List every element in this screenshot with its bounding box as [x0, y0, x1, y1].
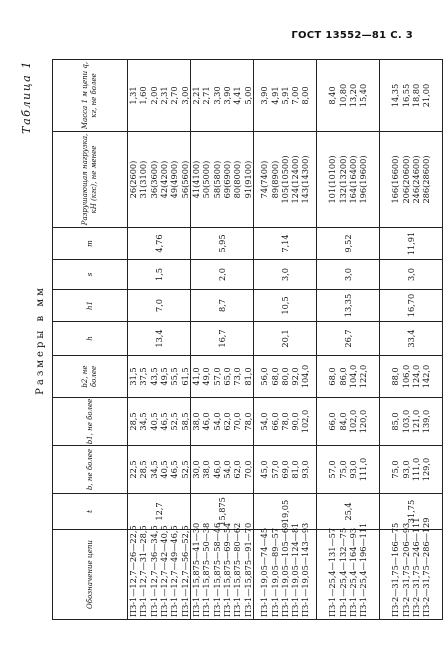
cell-line: 106,0	[400, 364, 411, 389]
cell-line: 57,0	[269, 460, 280, 479]
cell-mass	[191, 60, 254, 132]
cell-line: ПЗ-1—12,7—36—34,5	[148, 525, 159, 617]
cell-line: ПЗ-2—31,75—246—111	[411, 517, 421, 617]
cell-line: ПЗ-1—12,7—49—46,5	[169, 525, 180, 617]
cell-line: 78,0	[242, 412, 253, 431]
cell-b2	[380, 356, 443, 398]
cell-line: 74(7400)	[259, 160, 270, 199]
cell-line: 75,0	[390, 460, 401, 479]
cell-line: 81,0	[290, 460, 301, 479]
cell-line: 4,91	[269, 86, 280, 105]
cell-line: 66,0	[327, 412, 338, 431]
cell-line: 52,5	[169, 412, 180, 431]
cell-designation	[254, 522, 317, 620]
cell-line: 68,0	[269, 367, 280, 386]
cell-line: 5,00	[242, 86, 253, 105]
cell-m: 11,91	[380, 228, 443, 260]
cell-b1	[254, 398, 317, 446]
cell-line: ПЗ-1—19,05—143—93	[300, 522, 311, 617]
table-row	[128, 60, 191, 620]
cell-breaking-load	[317, 132, 380, 228]
col-header-h1: h1	[53, 290, 128, 322]
cell-line: 89(8900)	[269, 160, 280, 199]
cell-line: 13,20	[348, 83, 358, 108]
cell-line: 68,0	[327, 367, 338, 386]
cell-line: 38,0	[201, 460, 212, 479]
cell-h: 13,4	[128, 322, 191, 356]
cell-line: 15,40	[358, 83, 369, 108]
cell-line: ПЗ-1—12,7—26—22,5	[128, 525, 139, 617]
cell-line: 1,60	[138, 86, 149, 105]
cell-line: ПЗ-1—19,05—124—81	[290, 522, 301, 617]
cell-line: 104,0	[348, 364, 358, 389]
cell-line: ПЗ-1—25,4—196—111	[358, 522, 369, 617]
cell-line: 49(4900)	[169, 160, 180, 199]
cell-line: ПЗ-1—25,4—132—75	[337, 527, 348, 617]
cell-line: 49,0	[201, 367, 212, 386]
cell-line: 81,0	[242, 367, 253, 386]
cell-line: ПЗ-1—15,875—50—38	[201, 522, 212, 617]
cell-line: 196(19600)	[358, 155, 369, 204]
col-header-t: t	[53, 494, 128, 530]
cell-line: 46,5	[169, 460, 180, 479]
cell-t: 12,7	[128, 494, 191, 530]
cell-line: 80(8000)	[232, 160, 243, 199]
cell-s: 1,5	[128, 260, 191, 290]
cell-s: 3,0	[254, 260, 317, 290]
cell-line: 31(3100)	[138, 160, 149, 199]
cell-line: 41(4100)	[191, 160, 202, 199]
cell-line: 86,0	[337, 367, 348, 386]
cell-line: 40,5	[148, 412, 159, 431]
cell-line: ПЗ-1—12,7—42—40,5	[159, 525, 169, 617]
cell-line: 57,0	[211, 367, 222, 386]
cell-line: ПЗ-1—15,875—69—54	[222, 522, 232, 617]
cell-line: 52,5	[179, 460, 190, 479]
cell-t: 15,875	[191, 494, 254, 530]
cell-line: 121,0	[411, 409, 421, 434]
col-header-h: h	[53, 322, 128, 356]
cell-line: 8,40	[327, 86, 338, 105]
cell-line: 2,21	[191, 86, 202, 105]
cell-line: 91(9100)	[242, 160, 253, 199]
cell-line: ПЗ-1—19,05—89—57	[269, 527, 280, 617]
col-header-m: m	[53, 228, 128, 260]
cell-m: 4,76	[128, 228, 191, 260]
cell-b2	[254, 356, 317, 398]
cell-t: 25,4	[317, 494, 380, 530]
cell-line: 129,0	[421, 457, 432, 482]
cell-designation	[128, 525, 191, 620]
cell-line: 34,5	[138, 412, 149, 431]
table-label: Таблица 1	[20, 60, 33, 134]
cell-mass	[380, 60, 443, 132]
cell-line: 1,31	[128, 86, 139, 105]
cell-line: 93,0	[348, 460, 358, 479]
cell-h: 20,1	[254, 322, 317, 356]
table-row	[380, 60, 443, 620]
cell-line: 7,00	[290, 86, 301, 105]
cell-line: 142,0	[421, 364, 432, 389]
table-row	[191, 60, 254, 620]
cell-line: 124(12400)	[290, 155, 301, 204]
cell-line: ПЗ-2—31,75—286—129	[421, 517, 432, 617]
cell-line: 40,5	[159, 460, 169, 479]
cell-line: 286(28600)	[421, 155, 432, 204]
rotated-table-area	[20, 60, 432, 620]
cell-b2	[317, 356, 380, 398]
cell-line: 54,0	[211, 412, 222, 431]
cell-line: 2,70	[169, 86, 180, 105]
cell-t: 31,75	[380, 494, 443, 530]
cell-line: ПЗ-1—25,4—164—93	[348, 527, 358, 617]
cell-line: 246(24600)	[411, 155, 421, 204]
cell-h: 16,7	[191, 322, 254, 356]
cell-line: 102,0	[348, 409, 358, 434]
cell-line: 104,0	[300, 364, 311, 389]
cell-line: 166(16600)	[390, 155, 401, 204]
cell-h1: 10,5	[254, 290, 317, 322]
cell-line: ПЗ-2—31,75—206—93	[400, 522, 411, 617]
cell-line: 73,0	[232, 367, 243, 386]
cell-line: 88,0	[390, 367, 401, 386]
cell-line: 8,00	[300, 86, 311, 105]
cell-line: 41,0	[191, 367, 202, 386]
cell-m: 7,14	[254, 228, 317, 260]
cell-line: 93,0	[400, 460, 411, 479]
cell-line: 3,30	[211, 86, 222, 105]
cell-line: 45,0	[259, 460, 270, 479]
cell-line: 111,0	[411, 457, 421, 482]
cell-line: ПЗ-1—12,7—56—52,5	[179, 525, 190, 617]
cell-line: 111,0	[358, 457, 369, 482]
cell-line: 2,71	[201, 86, 212, 105]
cell-line: 57,0	[327, 460, 338, 479]
col-header-mass: Масса 1 м цепи q, кг, не более	[53, 60, 128, 132]
header-row	[53, 60, 128, 620]
table-row	[254, 60, 317, 620]
cell-line: 2,00	[148, 86, 159, 105]
cell-line: 4,41	[232, 86, 243, 105]
cell-line: 62,0	[232, 460, 243, 479]
cell-line: 26(2600)	[128, 160, 139, 199]
cell-line: 58(5800)	[211, 160, 222, 199]
cell-line: 14,35	[390, 83, 401, 108]
cell-line: 49,5	[159, 367, 169, 386]
cell-line: ПЗ-1—15,875—41—30	[191, 522, 202, 617]
cell-line: ПЗ-1—12,7—31—28,5	[138, 525, 149, 617]
cell-line: 69,0	[279, 460, 290, 479]
cell-line: 62,0	[222, 412, 232, 431]
cell-line: 43,5	[148, 367, 159, 386]
cell-b2	[191, 356, 254, 398]
cell-line: 54,0	[222, 460, 232, 479]
cell-line: 30,0	[191, 460, 202, 479]
cell-line: ПЗ-1—15,875—91—70	[242, 522, 253, 617]
cell-line: 34,5	[148, 460, 159, 479]
cell-h1: 16,70	[380, 290, 443, 322]
cell-designation	[191, 522, 254, 620]
cell-t: 19,05	[254, 494, 317, 530]
cell-line: 92,0	[290, 367, 301, 386]
cell-line: 21,00	[421, 83, 432, 108]
cell-m: 5,95	[191, 228, 254, 260]
cell-line: 102,0	[300, 409, 311, 434]
cell-line: ПЗ-1—25,4—131—57	[327, 527, 338, 617]
col-header-designation: Обозначение цепи	[53, 530, 128, 620]
cell-line: ПЗ-1—15,875—58—46	[211, 522, 222, 617]
col-header-s: s	[53, 260, 128, 290]
cell-line: 132(13200)	[337, 155, 348, 204]
col-header-b: b, не более	[53, 446, 128, 494]
table-caption: Размеры в мм	[35, 285, 46, 395]
cell-line: 5,91	[279, 86, 290, 105]
cell-line: 90,0	[290, 412, 301, 431]
cell-line: 93,0	[300, 460, 311, 479]
cell-line: 56(5600)	[179, 160, 190, 199]
cell-designation	[380, 517, 443, 620]
cell-h1: 13,35	[317, 290, 380, 322]
cell-line: 65,0	[222, 367, 232, 386]
cell-b	[254, 446, 317, 494]
cell-line: 38,0	[191, 412, 202, 431]
cell-breaking-load	[380, 132, 443, 228]
cell-breaking-load	[254, 132, 317, 228]
cell-line: ПЗ-1—15,875—80—62	[232, 522, 243, 617]
cell-line: 31,5	[128, 367, 139, 386]
cell-line: 103,0	[400, 409, 411, 434]
cell-line: 139,0	[421, 409, 432, 434]
cell-line: 2,31	[159, 86, 169, 105]
cell-line: 3,90	[222, 86, 232, 105]
cell-line: 120,0	[358, 409, 369, 434]
cell-line: 42(4200)	[159, 160, 169, 199]
cell-line: 28,5	[128, 412, 139, 431]
cell-line: 46,0	[201, 412, 212, 431]
cell-line: 50(5000)	[201, 160, 212, 199]
cell-b1	[317, 398, 380, 446]
cell-breaking-load	[128, 132, 191, 228]
cell-line: 61,5	[179, 367, 190, 386]
cell-line: 58,5	[179, 412, 190, 431]
cell-line: 164(16400)	[348, 155, 358, 204]
cell-line: 70,0	[242, 460, 253, 479]
cell-line: 78,0	[279, 412, 290, 431]
cell-h1: 8,7	[191, 290, 254, 322]
cell-line: 105(10500)	[279, 155, 290, 204]
cell-line: 22,5	[128, 460, 139, 479]
cell-line: 55,5	[169, 367, 180, 386]
cell-breaking-load	[191, 132, 254, 228]
cell-b	[191, 446, 254, 494]
cell-line: 124,0	[411, 364, 421, 389]
col-header-b2: b2, не более	[53, 356, 128, 398]
cell-h: 33,4	[380, 322, 443, 356]
cell-line: 80,0	[279, 367, 290, 386]
cell-line: 16,55	[400, 83, 411, 108]
cell-line: 3,00	[179, 86, 190, 105]
cell-line: 37,5	[138, 367, 149, 386]
cell-line: 70,0	[232, 412, 243, 431]
cell-line: 18,80	[411, 83, 421, 108]
cell-line: 54,0	[259, 412, 270, 431]
chain-dimensions-table	[52, 59, 443, 620]
cell-designation	[317, 522, 380, 620]
cell-b2	[128, 356, 191, 398]
cell-line: 28,5	[138, 460, 149, 479]
cell-line: 46,0	[211, 460, 222, 479]
cell-line: 66,0	[269, 412, 280, 431]
cell-b	[317, 446, 380, 494]
cell-h1: 7,0	[128, 290, 191, 322]
cell-mass	[317, 60, 380, 132]
cell-s: 3,0	[380, 260, 443, 290]
cell-line: 75,0	[337, 460, 348, 479]
cell-b	[128, 446, 191, 494]
col-header-breaking-load: Разрушающая нагрузка, кН (кгс), не менее	[53, 132, 128, 228]
page-header: ГОСТ 13552—81 С. 3	[291, 30, 413, 41]
cell-line: 3,90	[259, 86, 270, 105]
cell-line: 122,0	[358, 364, 369, 389]
cell-line: ПЗ-1—19,05—105—69	[279, 522, 290, 617]
cell-b1	[380, 398, 443, 446]
cell-s: 3,0	[317, 260, 380, 290]
cell-line: 46,5	[159, 412, 169, 431]
cell-line: 36(3600)	[148, 160, 159, 199]
cell-line: 10,80	[337, 83, 348, 108]
cell-line: 101(10100)	[327, 155, 338, 204]
table-row	[317, 60, 380, 620]
cell-mass	[128, 60, 191, 132]
cell-h: 26,7	[317, 322, 380, 356]
cell-b1	[128, 398, 191, 446]
cell-line: ПЗ-2—31,75—166—75	[390, 522, 401, 617]
col-header-b1: b1, не более	[53, 398, 128, 446]
cell-m: 9,52	[317, 228, 380, 260]
cell-b	[380, 446, 443, 494]
cell-line: 206(20600)	[400, 155, 411, 204]
cell-line: 143(14300)	[300, 155, 311, 204]
cell-line: ПЗ-1—19,05—74—45	[259, 527, 270, 617]
cell-line: 84,0	[337, 412, 348, 431]
cell-b1	[191, 398, 254, 446]
cell-line: 85,0	[390, 412, 401, 431]
cell-line: 56,0	[259, 367, 270, 386]
cell-line: 69(6900)	[222, 160, 232, 199]
cell-s: 2,0	[191, 260, 254, 290]
cell-mass	[254, 60, 317, 132]
